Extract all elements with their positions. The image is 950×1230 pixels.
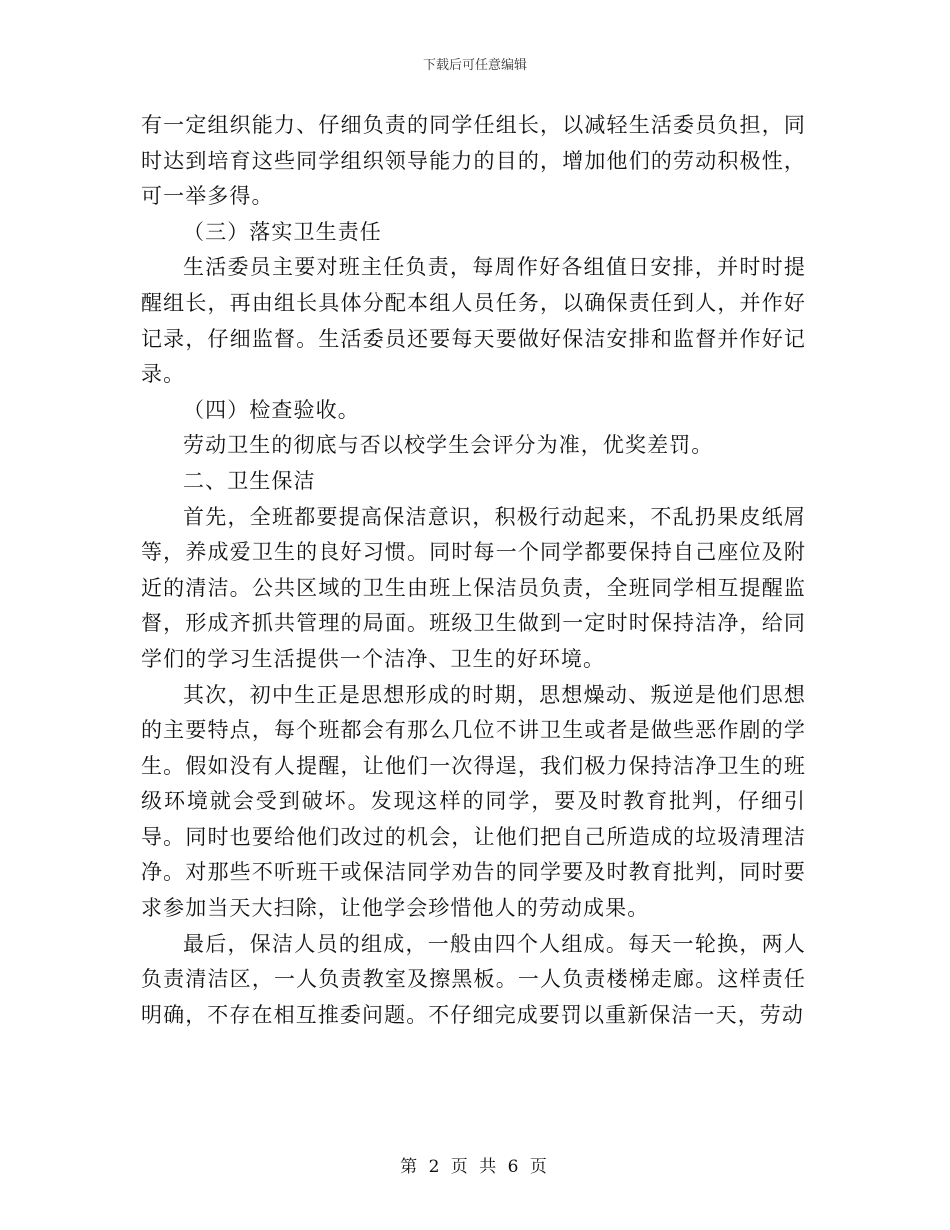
page-header: 下载后可任意编辑 (422, 58, 527, 73)
paragraph: 有一定组织能力、仔细负责的同学任组长，以减轻生活委员负担，同时达到培育这些同学组织领导能力的目的，增加他们的劳动积极性，可一举多得。 (141, 113, 806, 209)
section-heading: 二、卫生保洁 (183, 468, 316, 493)
paragraph: 最后，保洁人员的组成，一般由四个人组成。每天一轮换，两人负责清洁区，一人负责教室及擦黑板。一人负责楼梯走廊。这样责任明确，不存在相互推委问题。不仔细完成要罚以重新保洁一天，劳动 (141, 931, 806, 1027)
section-heading: （三）落实卫生责任 (183, 219, 382, 244)
document-body (141, 108, 806, 1033)
page-footer: 第 2 页 共 6 页 (400, 1157, 550, 1177)
paragraph: 首先，全班都要提高保洁意识，积极行动起来，不乱扔果皮纸屑等，养成爱卫生的良好习惯。同时每一个同学都要保持自己座位及附近的清洁。公共区域的卫生由班上保洁员负责，全班同学相互提醒监督，形成齐抓共管理的局面。班级卫生做到一定时时保持洁净，给同学们的学习生活提供一个洁净、卫生的好环境。 (141, 504, 806, 671)
paragraph: 生活委员主要对班主任负责，每周作好各组值日安排，并时时提醒组长，再由组长具体分配本组人员任务，以确保责任到人，并作好记录，仔细监督。生活委员还要每天要做好保洁安排和监督并作好记录。 (141, 255, 806, 387)
paragraph: 劳动卫生的彻底与否以校学生会评分为准，优奖差罚。 (183, 433, 714, 458)
section-heading: （四）检查验收。 (183, 397, 360, 422)
paragraph: 其次，初中生正是思想形成的时期，思想燥动、叛逆是他们思想的主要特点，每个班都会有那么几位不讲卫生或者是做些恶作剧的学生。假如没有人提醒，让他们一次得逞，我们极力保持洁净卫生的班级环境就会受到破坏。发现这样的同学，要及时教育批判，仔细引导。同时也要给他们改过的机会，让他们把自己所造成的垃圾清理洁净。对那些不听班干或保洁同学劝告的同学要及时教育批判，同时要求参加当天大扫除，让他学会珍惜他人的劳动成果。 (141, 682, 806, 921)
